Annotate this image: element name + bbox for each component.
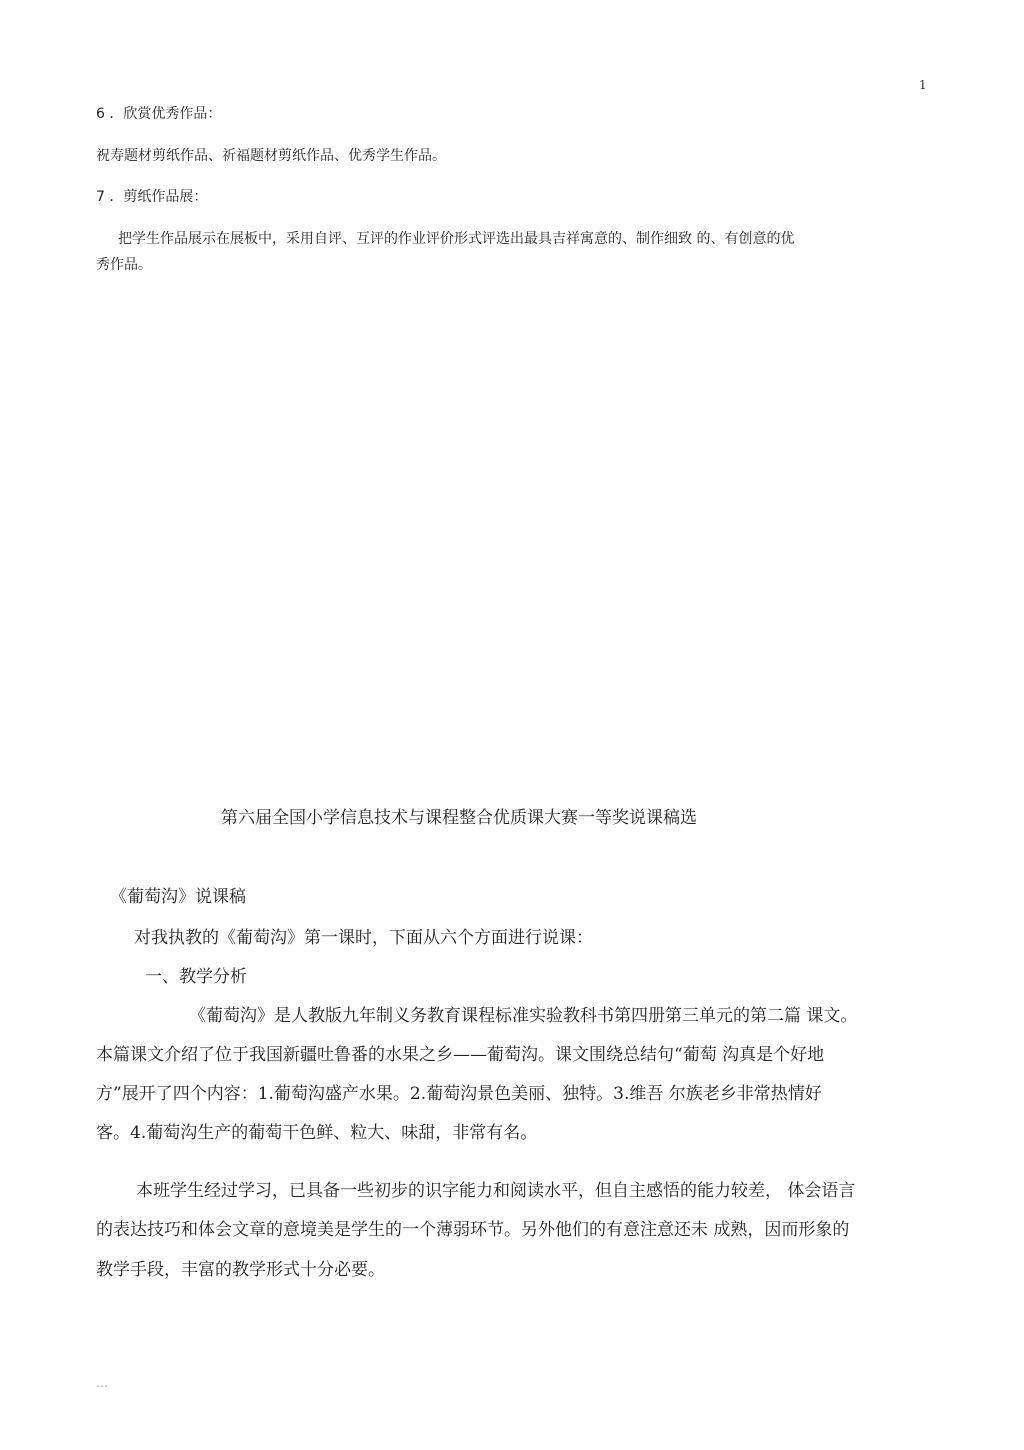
article-subtitle: 《葡萄沟》说课稿 xyxy=(110,887,246,907)
paragraph-2-line-2: 的表达技巧和体会文章的意境美是学生的一个薄弱环节。另外他们的有意注意还未 成熟，因而形象的 xyxy=(96,1220,850,1240)
footer-mark: … xyxy=(96,1376,109,1390)
section-heading-7: 7 ．剪纸作品展： xyxy=(96,189,208,205)
section-heading-6: 6 ．欣赏优秀作品： xyxy=(96,106,222,122)
paragraph-1-line-3: 方”展开了四个内容：1.葡萄沟盛产水果。2.葡萄沟景色美丽、独特。3.维吾 尔族老乡非常热情好 xyxy=(96,1084,822,1104)
article-title: 第六届全国小学信息技术与课程整合优质课大赛一等奖说课稿选 xyxy=(221,808,697,828)
section-7-paragraph-line-2: 秀作品。 xyxy=(96,257,152,273)
paragraph-1-line-4: 客。4.葡萄沟生产的葡萄干色鲜、粒大、味甜，非常有名。 xyxy=(96,1123,538,1143)
article-intro: 对我执教的《葡萄沟》第一课时，下面从六个方面进行说课： xyxy=(134,928,593,948)
section-1-title: 一、教学分析 xyxy=(145,967,247,987)
paragraph-1-line-2: 本篇课文介绍了位于我国新疆吐鲁番的水果之乡——葡萄沟。课文围绕总结句“葡萄 沟真是个好地 xyxy=(96,1045,825,1065)
section-6-content: 祝寿题材剪纸作品、祈福题材剪纸作品、优秀学生作品。 xyxy=(96,148,446,164)
paragraph-1-line-1: 《葡萄沟》是人教版九年制义务教育课程标准实验教科书第四册第三单元的第二篇 课文。 xyxy=(189,1006,858,1026)
page-number: 1 xyxy=(919,78,927,92)
paragraph-2-line-3: 教学手段，丰富的教学形式十分必要。 xyxy=(96,1260,385,1280)
section-7-paragraph-line-1: 把学生作品展示在展板中，采用自评、互评的作业评价形式评选出最具吉祥寓意的、制作细致 的、有创意的优 xyxy=(118,231,795,247)
paragraph-2-line-1: 本班学生经过学习，已具备一些初步的识字能力和阅读水平，但自主感悟的能力较差， 体会语言 xyxy=(136,1181,856,1201)
